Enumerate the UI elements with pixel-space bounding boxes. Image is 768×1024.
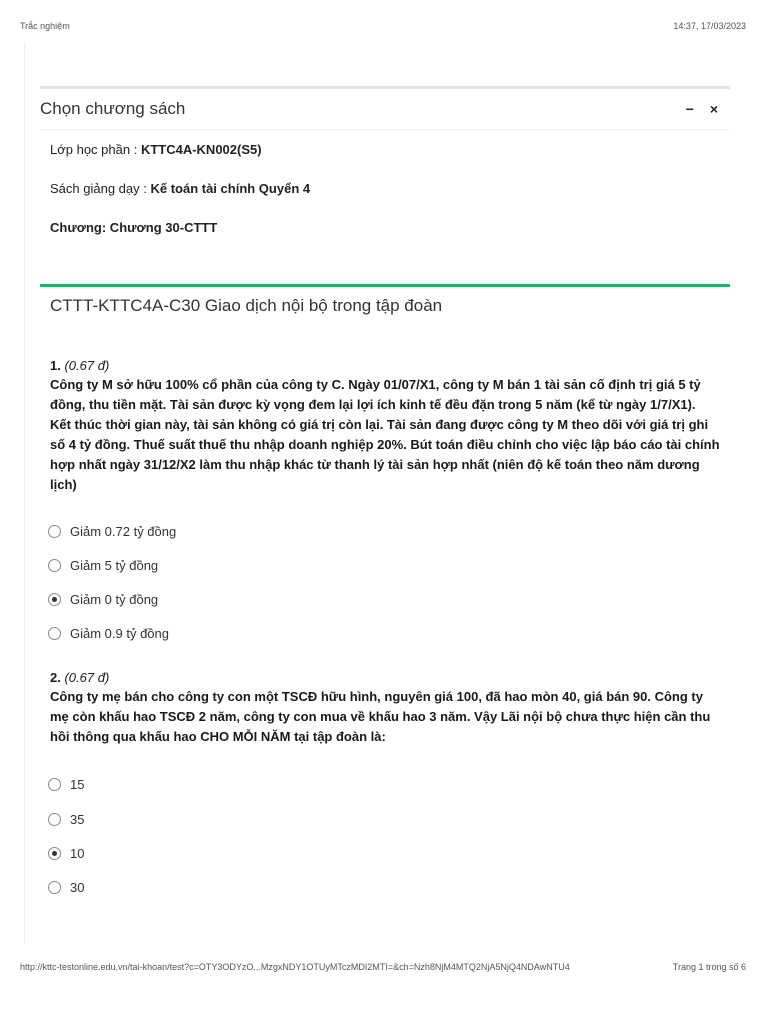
q1-option-4[interactable] [48,626,169,641]
radio-button[interactable] [48,525,61,538]
option-label: 30 [70,880,85,895]
radio-button[interactable] [48,778,61,791]
q2-option-2[interactable] [48,812,84,827]
q1-option-3[interactable] [48,592,158,607]
section-divider [40,284,730,287]
print-header [20,21,746,31]
book-value: Kế toán tài chính Quyển 4 [150,181,311,196]
radio-button[interactable] [48,627,61,640]
print-footer [20,962,746,972]
question-header [50,670,720,685]
question-number: 2. [50,670,61,685]
minimize-icon[interactable]: − [685,101,694,117]
class-value: KTTC4A-KN002(S5) [140,142,262,157]
question-points: (0.67 đ) [64,358,110,373]
class-info [50,142,262,157]
option-label: 15 [70,777,85,792]
option-label: Giảm 0.9 tỷ đồng [70,626,169,641]
q1-option-2[interactable] [48,558,158,573]
question-2 [50,670,720,747]
question-text: Công ty M sở hữu 100% cổ phần của công ty C. Ngày 01/07/X1, công ty M bán 1 tài sản cố định trị giá 5 tỷ đồng, thu tiền mặt. Tài sản được kỳ vọng đem lại lợi ích kinh tế đều đặn trong 5 năm (kể từ ngày 1/7/X1). Kết thúc thời gian này, tài sản không có giá trị còn lại. Tài sản đang được công ty M theo dõi với giá trị ghi số 4 tỷ đồng. Thuế suất thuế thu nhập doanh nghiệp 20%. Bút toán điều chỉnh cho việc lập báo cáo tài chính hợp nhất ngày 31/12/X2 làm thu nhập khác từ thanh lý tài sản hợp nhất (niên độ kế toán theo năm dương lịch) [50,377,720,492]
book-label: Sách giảng dạy : [50,181,151,196]
print-title: Trắc nghiệm [20,21,70,31]
option-label: 10 [70,846,85,861]
chapter-value: Chương: Chương 30-CTTT [50,220,218,235]
option-label: Giảm 0.72 tỷ đồng [70,524,177,539]
q1-option-1[interactable] [48,524,176,539]
q2-option-4[interactable] [48,880,84,895]
option-label: 35 [70,812,85,827]
radio-button[interactable] [48,559,61,572]
print-datetime: 14:37, 17/03/2023 [673,21,746,31]
book-info [50,181,310,196]
question-header [50,358,720,373]
panel-header [40,89,730,130]
left-rule [24,42,25,944]
section-title: CTTT-KTTC4A-C30 Giao dịch nội bộ trong tập đoàn [50,296,443,315]
q2-option-3[interactable] [48,846,84,861]
option-label: Giảm 5 tỷ đồng [70,558,159,573]
page-number: Trang 1 trong số 6 [672,962,746,972]
page-url: http://kttc-testonline.edu.vn/tai-khoan/test?c=OTY3ODYzO...MzgxNDY1OTUyMTczMDI2MTI=&ch=Nzh8NjM4MTQ2NjA5NjQ4NDAwNTU4 [20,962,570,972]
radio-button[interactable] [48,881,61,894]
question-text: Công ty mẹ bán cho công ty con một TSCĐ hữu hình, nguyên giá 100, đã hao mòn 40, giá bán 90. Công ty mẹ còn khấu hao TSCĐ 2 năm, công ty con mua về khấu hao 3 năm. Vậy Lãi nội bộ chưa thực hiện cần thu hồi thông qua khấu hao CHO MỖI NĂM tại tập đoàn là: [50,689,711,744]
class-label: Lớp học phần : [50,142,141,157]
question-points: (0.67 đ) [64,670,110,685]
panel-tools [686,101,718,117]
question-1 [50,358,720,495]
panel-title: Chọn chương sách [40,99,186,118]
q2-option-1[interactable] [48,777,84,792]
radio-button-checked[interactable] [48,593,61,606]
radio-button[interactable] [48,813,61,826]
chapter-info [50,220,217,235]
question-number: 1. [50,358,61,373]
option-label: Giảm 0 tỷ đồng [70,592,159,607]
close-icon[interactable]: × [709,101,718,117]
chapter-panel [40,86,730,130]
radio-button-checked[interactable] [48,847,61,860]
